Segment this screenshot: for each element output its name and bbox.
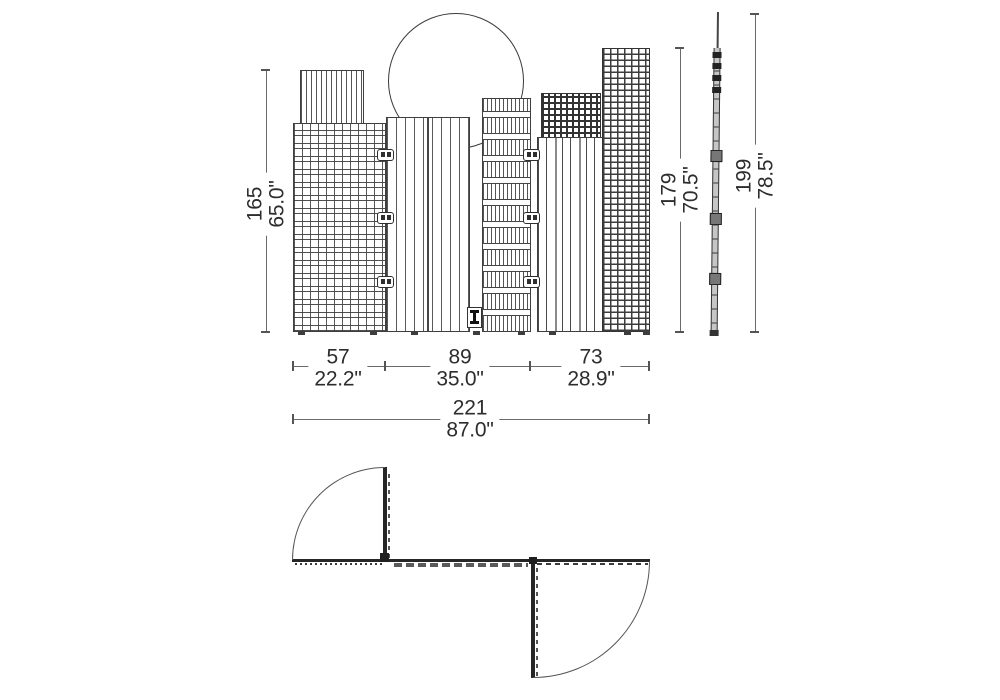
dim-label-width-total bbox=[440, 397, 499, 442]
hinge-icon bbox=[523, 276, 540, 288]
dim-inch: 65.0" bbox=[265, 180, 288, 228]
hinge-knuckle bbox=[712, 75, 721, 81]
dim-inch: 87.0" bbox=[446, 418, 494, 441]
plan-wing-dashes bbox=[388, 470, 390, 558]
swing-arc-right bbox=[533, 561, 650, 678]
foot bbox=[298, 331, 305, 335]
dim-label-height-middle bbox=[658, 158, 703, 221]
foot bbox=[624, 331, 631, 335]
dim-tick bbox=[648, 361, 650, 371]
dim-tick bbox=[750, 331, 759, 333]
dim-inch: 22.2" bbox=[314, 367, 362, 390]
dim-tick bbox=[675, 47, 684, 49]
brand-logo bbox=[467, 307, 482, 328]
foot bbox=[549, 331, 556, 335]
dim-cm: 165 bbox=[243, 186, 267, 222]
foot bbox=[370, 331, 377, 335]
hinge-knuckle bbox=[712, 63, 721, 69]
dim-label-width-center bbox=[430, 346, 489, 391]
dim-cm: 221 bbox=[452, 396, 488, 420]
brand-logo-mark bbox=[470, 310, 479, 324]
dim-cm: 199 bbox=[732, 158, 756, 194]
dim-label-width-right bbox=[561, 346, 620, 391]
hinge-knuckle bbox=[712, 87, 721, 93]
plan-joint-node bbox=[380, 553, 389, 562]
swing-arc-left bbox=[292, 467, 385, 560]
dim-inch: 35.0" bbox=[436, 367, 484, 390]
dim-tick bbox=[292, 361, 294, 371]
dim-label-width-left bbox=[308, 346, 367, 391]
dim-tick bbox=[648, 414, 650, 424]
dim-cm: 179 bbox=[657, 172, 681, 208]
side-top-edge bbox=[717, 12, 719, 48]
dim-tick bbox=[675, 331, 684, 333]
hinge-icon bbox=[377, 149, 394, 161]
dim-cm: 89 bbox=[448, 345, 472, 369]
dim-inch: 70.5" bbox=[679, 166, 702, 214]
hinge-icon bbox=[377, 276, 394, 288]
side-hinge-icon bbox=[709, 273, 721, 285]
plan-view bbox=[0, 440, 1000, 700]
foot bbox=[518, 331, 525, 335]
dim-label-height-left bbox=[244, 172, 289, 235]
dim-inch: 78.5" bbox=[754, 152, 777, 200]
dim-tick bbox=[261, 69, 270, 71]
plan-hinge-dashes bbox=[390, 563, 528, 567]
dim-inch: 28.9" bbox=[567, 367, 615, 390]
dim-tick bbox=[750, 13, 759, 15]
panel-left-grid bbox=[293, 123, 386, 332]
dim-tick bbox=[292, 414, 294, 424]
hinge-knuckle bbox=[712, 52, 721, 58]
dim-tick bbox=[529, 361, 531, 371]
plan-hinge-dashes bbox=[295, 563, 383, 565]
panel-center-left bbox=[386, 117, 470, 332]
side-hinge-icon bbox=[710, 150, 722, 162]
dim-cm: 57 bbox=[326, 345, 350, 369]
side-hinge-icon bbox=[709, 213, 721, 225]
foot bbox=[643, 331, 650, 335]
panel-center-right bbox=[537, 137, 603, 332]
panel-right-grid bbox=[602, 48, 650, 332]
hinge-icon bbox=[377, 212, 394, 224]
hinge-icon bbox=[523, 149, 540, 161]
dim-tick bbox=[384, 361, 386, 371]
foot bbox=[710, 330, 719, 336]
dim-label-height-right bbox=[733, 144, 778, 207]
foot bbox=[411, 331, 418, 335]
hinge-icon bbox=[523, 212, 540, 224]
dim-cm: 73 bbox=[579, 345, 603, 369]
dim-tick bbox=[261, 331, 270, 333]
plan-joint-node bbox=[529, 557, 537, 564]
foot bbox=[473, 331, 480, 335]
